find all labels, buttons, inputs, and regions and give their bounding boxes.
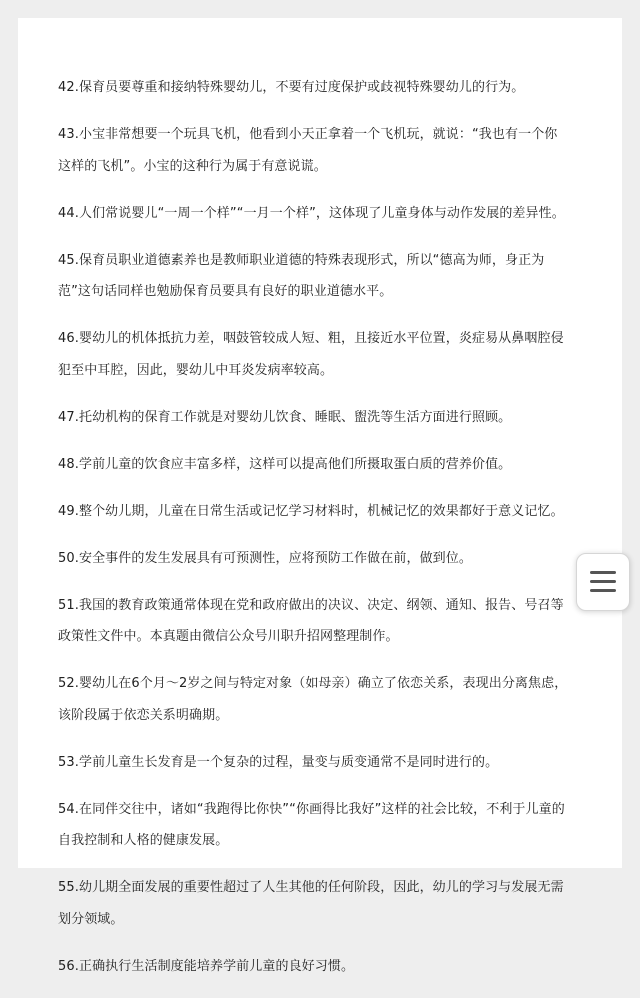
list-item: 46.婴幼儿的机体抵抗力差，咽鼓管较成人短、粗，且接近水平位置，炎症易从鼻咽腔侵犯至中耳腔，因此，婴幼儿中耳炎发病率较高。 <box>58 331 564 378</box>
list-item: 52.婴幼儿在6个月～2岁之间与特定对象（如母亲）确立了依恋关系，表现出分离焦虑，该阶段属于依恋关系明确期。 <box>58 676 568 723</box>
menu-button[interactable] <box>576 553 630 611</box>
question-list <box>58 72 568 998</box>
list-item: 53.学前儿童生长发育是一个复杂的过程，量变与质变通常不是同时进行的。 <box>58 754 499 770</box>
list-item: 42.保育员要尊重和接纳特殊婴幼儿，不要有过度保护或歧视特殊婴幼儿的行为。 <box>58 80 525 95</box>
list-item: 44.人们常说婴儿“一周一个样”“一月一个样”，这体现了儿童身体与动作发展的差异性。 <box>58 205 565 221</box>
list-item: 54.在同伴交往中，诸如“我跑得比你快”“你画得比我好”这样的社会比较，不利于儿童的自我控制和人格的健康发展。 <box>58 801 565 848</box>
list-item: 56.正确执行生活制度能培养学前儿童的良好习惯。 <box>58 958 355 974</box>
list-item: 48.学前儿童的饮食应丰富多样，这样可以提高他们所摄取蛋白质的营养价值。 <box>58 456 512 472</box>
list-item: 45.保育员职业道德素养也是教师职业道德的特殊表现形式，所以“德高为师，身正为范”这句话同样也勉励保育员要具有良好的职业道德水平。 <box>58 252 545 299</box>
list-item: 43.小宝非常想要一个玩具飞机，他看到小天正拿着一个飞机玩，就说：“我也有一个你这样的飞机”。小宝的这种行为属于有意说谎。 <box>58 127 558 174</box>
list-item: 47.托幼机构的保育工作就是对婴幼儿饮食、睡眠、盥洗等生活方面进行照顾。 <box>58 409 512 425</box>
list-item: 50.安全事件的发生发展具有可预测性，应将预防工作做在前，做到位。 <box>58 550 472 566</box>
list-item: 51.我国的教育政策通常体现在党和政府做出的决议、决定、纲领、通知、报告、号召等政策性文件中。本真题由微信公众号川职升招网整理制作。 <box>58 597 564 644</box>
list-item: 55.幼儿期全面发展的重要性超过了人生其他的任何阶段，因此，幼儿的学习与发展无需划分领域。 <box>58 880 564 927</box>
list-item: 49.整个幼儿期，儿童在日常生活或记忆学习材料时，机械记忆的效果都好于意义记忆。 <box>58 503 564 519</box>
